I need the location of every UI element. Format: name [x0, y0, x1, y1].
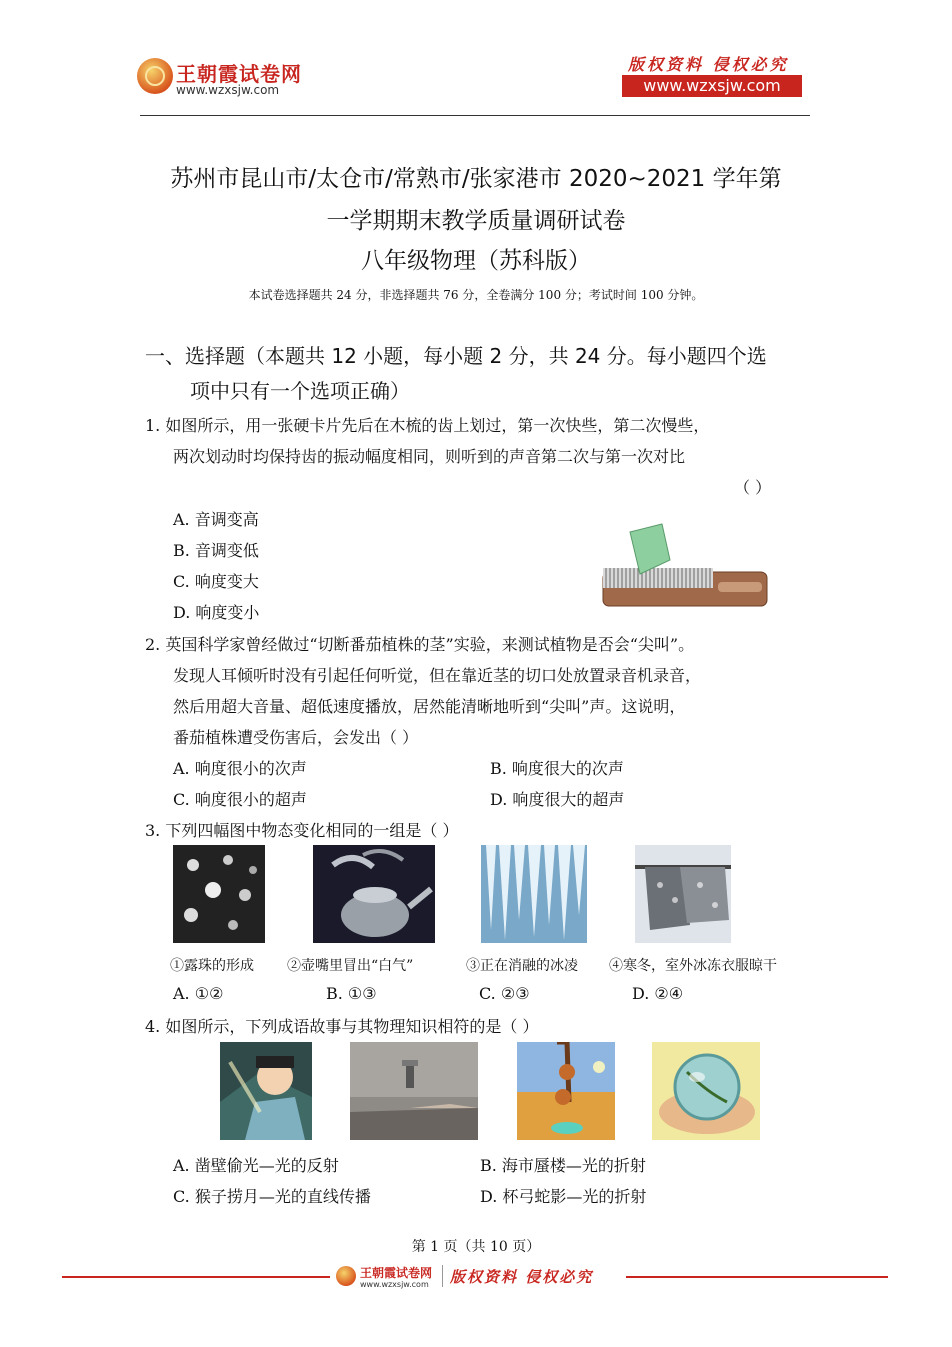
footer-logo-icon — [336, 1266, 356, 1286]
exam-title-line1: 苏州市昆山市/太仓市/常熟市/张家港市 2020~2021 学年第 — [170, 166, 782, 192]
monkeys-moon-image — [517, 1042, 615, 1140]
q3-option-b: B. ①③ — [326, 984, 377, 1003]
brand-url: www.wzxsjw.com — [176, 83, 280, 97]
dew-drops-image — [173, 845, 265, 943]
kettle-steam-image — [313, 845, 435, 943]
q2-option-c: C. 响度很小的超声 — [173, 790, 307, 809]
copyright-slogan: 版权资料 侵权必究 — [628, 55, 789, 74]
footer-slogan: 版权资料 侵权必究 — [450, 1268, 594, 1286]
footer-divider-left — [62, 1276, 330, 1278]
q3-line1: 3. 下列四幅图中物态变化相同的一组是（ ） — [145, 821, 459, 840]
melting-icicles-image — [481, 845, 587, 943]
q3-caption-4: ④寒冬，室外冰冻衣服晾干 — [609, 958, 777, 974]
q4-option-d: D. 杯弓蛇影—光的折射 — [480, 1187, 647, 1206]
q4-option-a: A. 凿壁偷光—光的反射 — [173, 1156, 339, 1175]
q1-option-c: C. 响度变大 — [173, 572, 259, 591]
q4-option-b: B. 海市蜃楼—光的折射 — [480, 1156, 646, 1175]
q1-option-a: A. 音调变高 — [173, 510, 259, 529]
page-number: 第 1 页（共 10 页） — [411, 1239, 541, 1255]
footer-separator — [442, 1265, 443, 1287]
section-heading-line2: 项中只有一个选项正确） — [190, 379, 410, 403]
q4-option-c: C. 猴子捞月—光的直线传播 — [173, 1187, 371, 1206]
q1-line1: 1. 如图所示，用一张硬卡片先后在木梳的齿上划过，第一次快些，第二次慢些， — [145, 416, 710, 435]
exam-title-line2: 一学期期末教学质量调研试卷 — [326, 208, 626, 234]
q2-option-b: B. 响度很大的次声 — [490, 759, 624, 778]
q3-caption-2: ②壶嘴里冒出“白气” — [287, 958, 414, 974]
q2-option-d: D. 响度很大的超声 — [490, 790, 625, 809]
url-banner: www.wzxsjw.com — [622, 75, 802, 97]
q4-line1: 4. 如图所示，下列成语故事与其物理知识相符的是（ ） — [145, 1017, 539, 1036]
q1-answer-paren: （ ） — [734, 478, 772, 497]
section-heading-line1: 一、选择题（本题共 12 小题，每小题 2 分，共 24 分。每小题四个选 — [145, 344, 767, 368]
q3-option-c: C. ②③ — [479, 984, 530, 1003]
header-divider — [140, 115, 810, 116]
comb-card-image — [600, 520, 772, 612]
frozen-clothes-image — [635, 845, 731, 943]
q3-caption-1: ①露珠的形成 — [170, 958, 254, 974]
footer-brand: 王朝霞试卷网 — [360, 1266, 433, 1280]
footer-brand-url: www.wzxsjw.com — [360, 1280, 429, 1289]
q3-option-d: D. ②④ — [632, 984, 684, 1003]
q1-line2: 两次划动时均保持齿的振动幅度相同，则听到的声音第二次与第一次对比 — [173, 447, 686, 466]
q1-option-b: B. 音调变低 — [173, 541, 259, 560]
mirage-image — [350, 1042, 478, 1140]
exam-note: 本试卷选择题共 24 分，非选择题共 76 分，全卷满分 100 分；考试时间 100 分钟。 — [248, 288, 704, 302]
q2-option-a: A. 响度很小的次声 — [173, 759, 307, 778]
q2-line4: 番茄植株遭受伤害后，会发出（ ） — [173, 728, 419, 747]
q2-line1: 2. 英国科学家曾经做过“切断番茄植株的茎”实验，来测试植物是否会“尖叫”。 — [145, 635, 695, 654]
q2-line2: 发现人耳倾听时没有引起任何听觉，但在靠近茎的切口处放置录音机录音， — [173, 666, 702, 685]
exam-title-line3: 八年级物理（苏科版） — [361, 248, 591, 274]
q2-line3: 然后用超大音量、超低速度播放，居然能清晰地听到“尖叫”声。这说明， — [173, 697, 686, 716]
q3-option-a: A. ①② — [173, 984, 224, 1003]
q1-option-d: D. 响度变小 — [173, 603, 260, 622]
brand-name: 王朝霞试卷网 — [176, 62, 302, 86]
bow-in-cup-image — [652, 1042, 760, 1140]
footer-divider-right — [626, 1276, 888, 1278]
brand-logo-icon — [137, 58, 173, 94]
chiseling-wall-image — [220, 1042, 312, 1140]
q3-caption-3: ③正在消融的冰凌 — [466, 958, 578, 974]
